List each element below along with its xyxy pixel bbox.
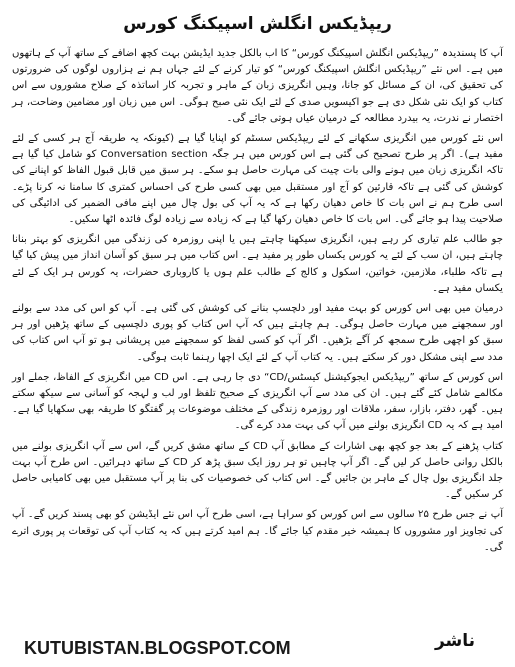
publisher-label: ناشر [434,631,475,651]
watermark-text: KUTUBISTAN.BLOGSPOT.COM [24,638,291,658]
paragraph-1: آپ کا پسندیدہ ”ریپڈیکس انگلش اسپیکنگ کورس“ کا اب بالکل جدید ایڈیشن بہت کچھ اضافے کے ساتھ آپ کے ہاتھوں میں ہے۔ اس نئے ”ریپڈیکس انگلش اسپیکنگ کورس“ کو تیار کرنے کے لئے جہاں ہم نے ہزاروں لوگوں کی ضرورتوں کی تحقیق کی، ان کے مسائل کو جانا، وہیں انگریزی زبان کے ماہر و تجربہ کار اساتذہ کے صلاح مشوروں سے اس کتاب کو ایک نئی شکل دی ہے جو اکیسویں صدی کے لئے ایک نئی صبح ہوگی۔ اس میں زبان اور مضامین وضاحت، ہر اختصار نے ندرت، یہ بیدرد مطالعہ کے درمیان عیاں ہوتی جائے گی۔ [12,48,503,124]
paragraph-7: آپ نے جس طرح ۲۵ سالوں سے اس کورس کو سراہا ہے، اسی طرح آپ اس نئے ایڈیشن کو بھی پسند کریں گے۔ آپ کی تجاویز اور مشوروں کا ہمیشہ خیر مقدم کیا جائے گا۔ ہم امید کرتے ہیں کہ یہ کتاب آپ کی توقعات پر پوری اترے گی۔ [12,509,504,553]
paragraph-4: درمیان میں بھی اس کورس کو بہت مفید اور دلچسپ بنانے کی کوشش کی گئی ہے۔ آپ کو اس کی مدد سے بولنے اور سمجھنے میں مہارت حاصل ہوگی۔ ہم چاہتے ہیں کہ آپ اس کتاب کو پوری دلچسپی کے ساتھ پڑھیں اور ہر سبق کو اچھی طرح سمجھ کر آگے بڑھیں۔ اگر آپ کو کسی لفظ کو سمجھنے میں پریشانی ہو تو آپ اس کتاب کی مدد سے اپنی مشکل دور کر سکتے ہیں۔ یہ کتاب آپ کے لئے ایک اچھا رہنما ثابت ہوگی۔ [12,303,503,363]
page-title: ریپڈیکس انگلش اسپیکنگ کورس [123,14,392,34]
paragraph-2: اس نئے کورس میں انگریزی سکھانے کے لئے ریپڈیکس سسٹم کو اپنایا گیا ہے (کیونکہ یہ طریقہ آج ہر کسی کے لئے مفید ہے)۔ اگر پر طرح تصحیح کی گئی ہے اس کورس میں ہر جگہ Conversation section کو شامل کیا گیا ہے تاکہ انگریزی زبان میں ہونے والی بات چیت کی مہارت حاصل ہو سکے۔ ہر سبق میں قابل قبول الفاظ کو اپنانے کی کوشش کی گئی ہے تاکہ قارئین کو آج اور مستقبل میں بھی کسی طرح کی احساس کمتری کا سامنا نہ کرنا پڑے۔ اسی طرح ہم نے اس بات کا خاص دھیان رکھا ہے کہ یہ آپ کی بول چال میں اپنے مافی الضمیر کی ادائیگی کی صلاحیت پیدا ہو جائے گی۔ اس بات کا خاص دھیان رکھا گیا ہے کہ زیادہ سے زیادہ لوگ فائدہ اٹھا سکیں۔ [12,133,503,226]
paragraph-6: کتاب پڑھنے کے بعد جو کچھ بھی اشارات کے مطابق آپ CD کے ساتھ مشق کریں گے، اس سے آپ انگریزی بولنے میں بالکل روانی حاصل کر لیں گے۔ اگر آپ چاہیں تو ہر روز ایک سبق پڑھ کر CD کے ساتھ دہرائیں۔ اس طرح آپ بہت جلد انگریزی بول چال کے ماہر بن جائیں گے۔ اس کتاب کی خصوصیات کی بنا پر آپ مستقبل میں بھی کامیابی حاصل کر سکیں گے۔ [12,440,503,501]
paragraph-3: جو طالب علم تیاری کر رہے ہیں، انگریزی سیکھنا چاہتے ہیں یا اپنی روزمرہ کی زندگی میں انگریزی کو بہتر بنانا چاہتے ہیں، ان سب کے لئے یہ کورس یکساں طور پر مفید ہے۔ اس کتاب میں ہر سبق کو آسان انداز میں پیش کیا گیا ہے تاکہ طلباء، ملازمین، خواتین، اسکول و کالج کے طالب علم ہوں یا کاروباری حضرات، یہ کورس ہر ایک کے لئے یکساں مفید ہے۔ [12,234,503,294]
body-text [12,46,503,556]
paragraph-5: اس کورس کے ساتھ ”ریپڈیکس ایجوکیشنل کیسٹس/CD“ دی جا رہی ہے۔ اس CD میں انگریزی کے الفاظ، جملے اور مکالمے شامل کئے گئے ہیں۔ ان کی مدد سے آپ انگریزی کے صحیح تلفظ اور لب و لہجہ کو آسانی سے سیکھ سکتے ہیں۔ گھر، دفتر، بازار، سفر، ملاقات اور روزمرہ زندگی کے مختلف موضوعات پر گفتگو کا طریقہ بھی سکھایا گیا ہے۔ امید ہے کہ یہ CD انگریزی بولنے میں آپ کی بہت مدد کرے گی۔ [12,371,504,432]
